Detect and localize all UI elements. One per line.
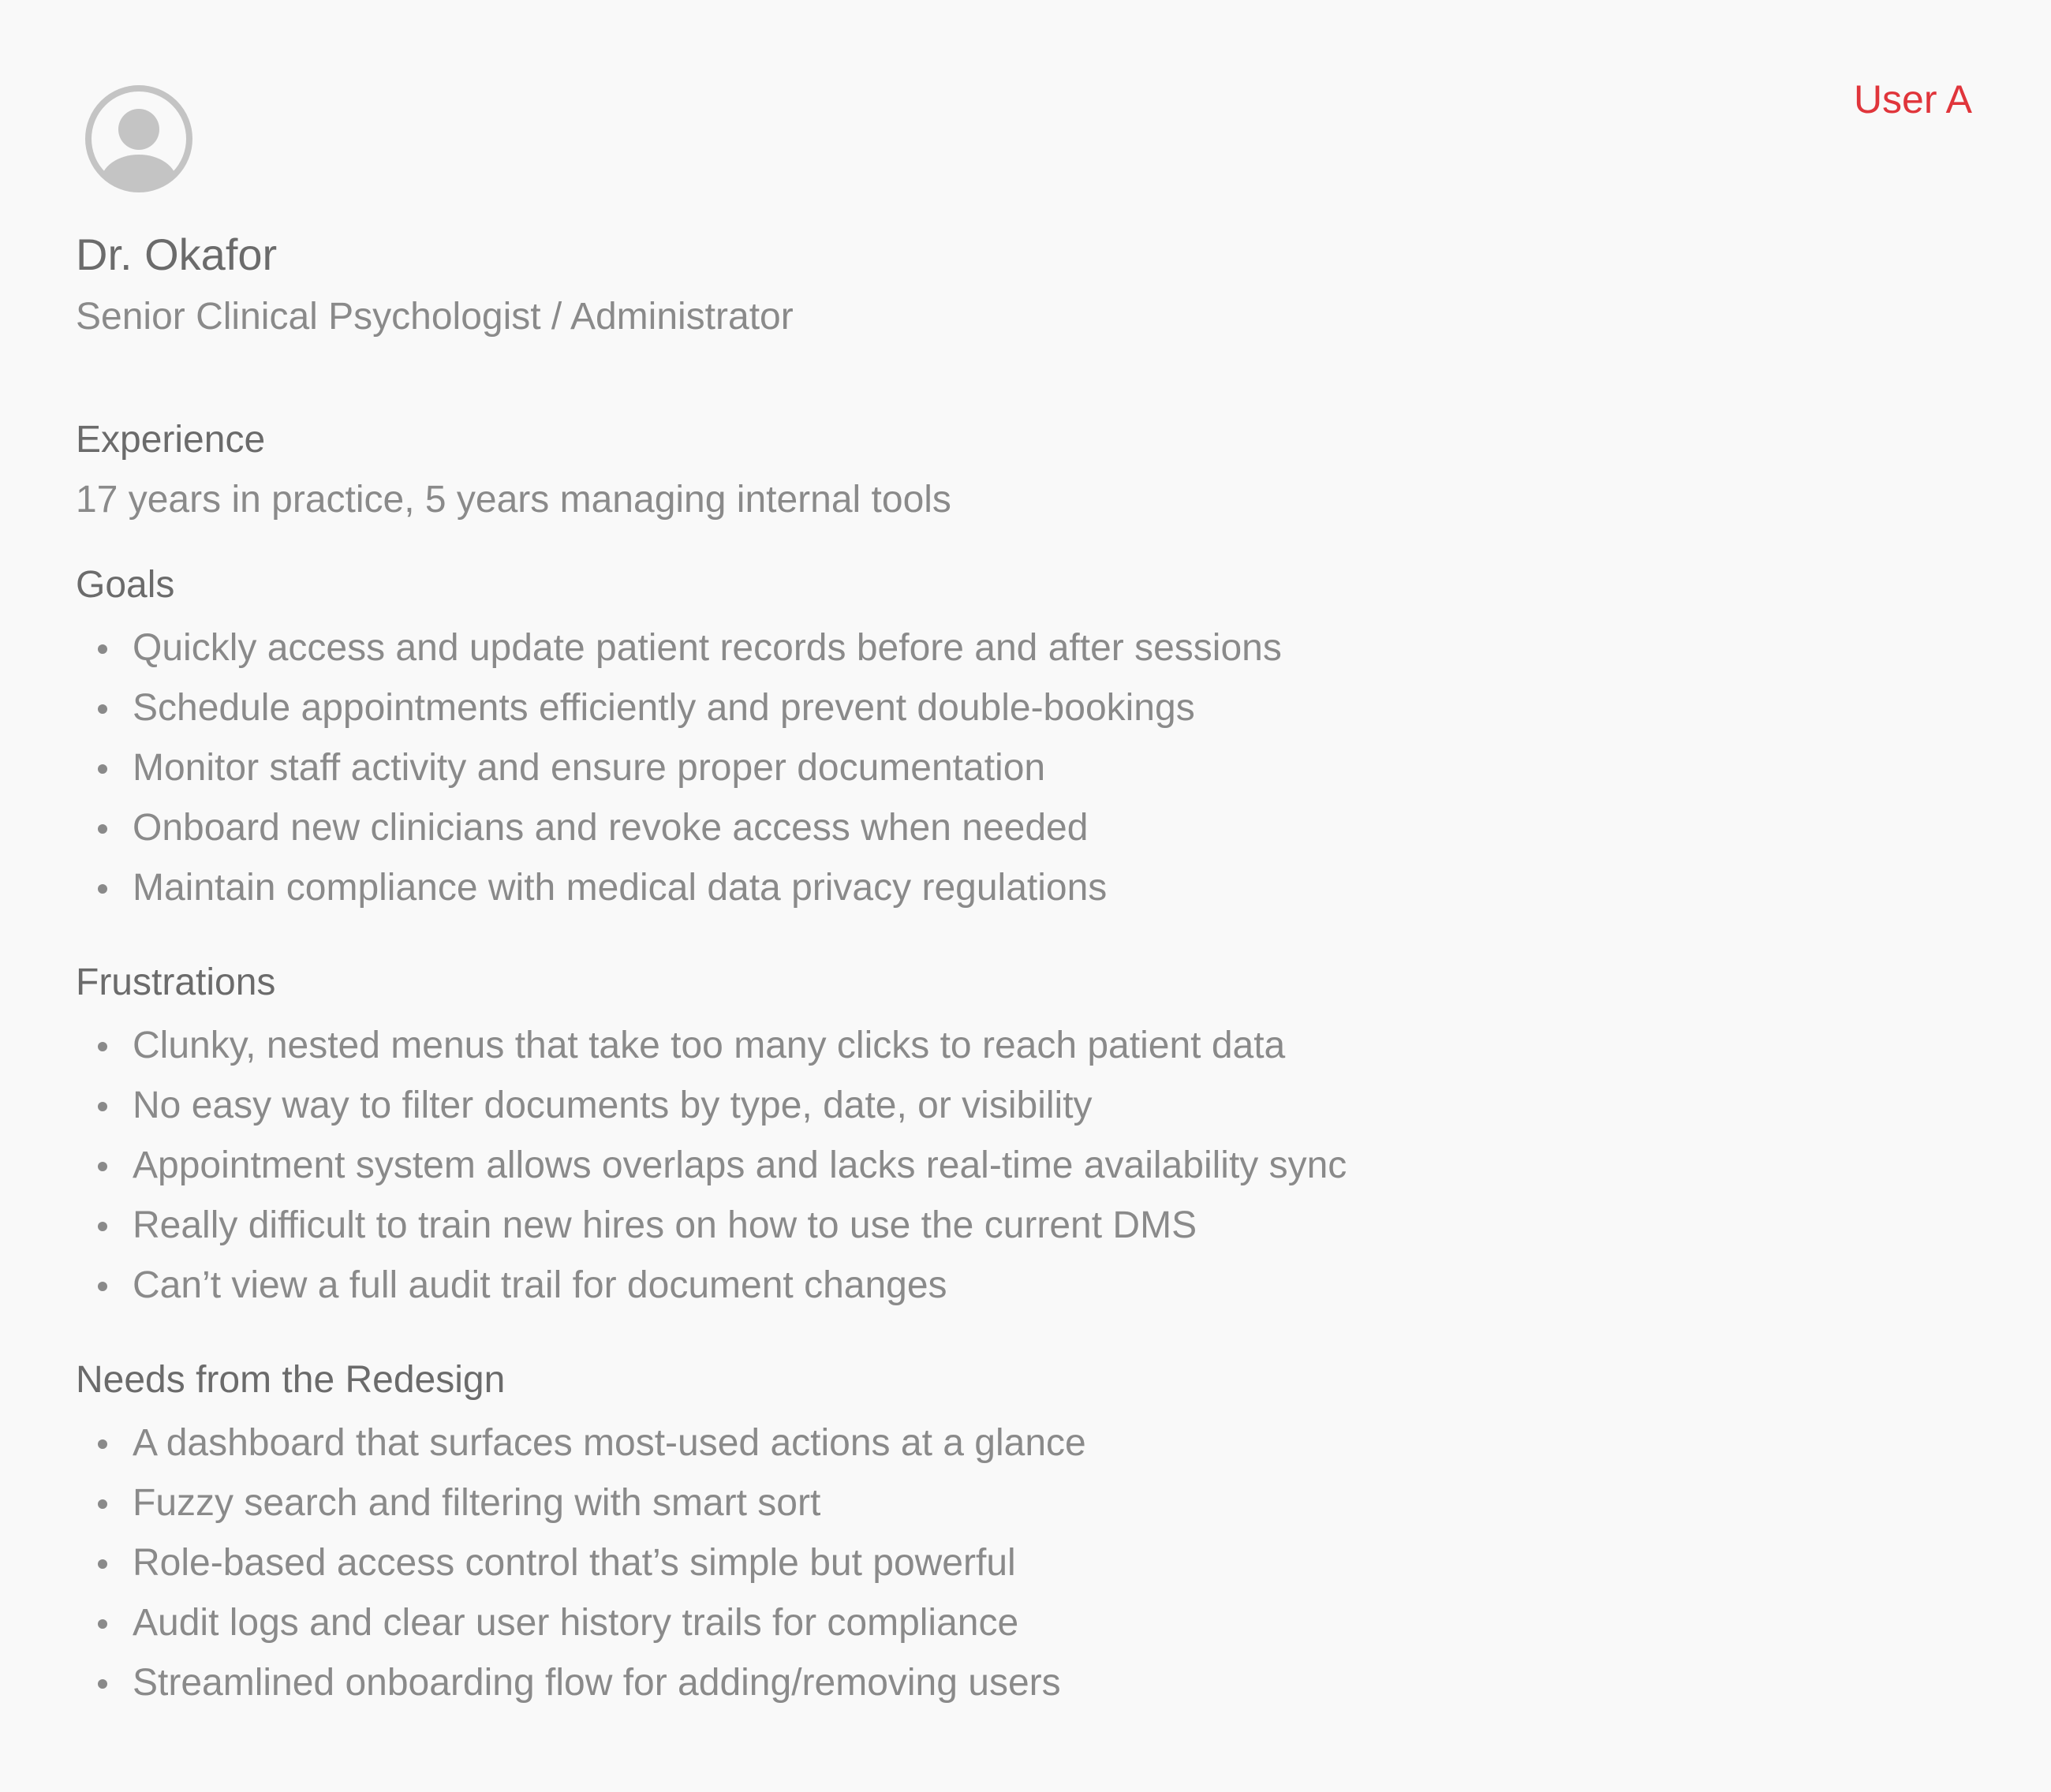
bullet-icon [98,1619,107,1629]
bullet-icon [98,644,107,654]
list-item-text: Role-based access control that’s simple but powerful [133,1542,1016,1584]
experience-heading: Experience [76,419,266,461]
list-item [76,1659,1972,1719]
list-item [76,864,1972,924]
needs-list [76,1420,1972,1719]
list-item [76,1262,1972,1322]
bullet-icon [98,1559,107,1569]
list-item-text: Appointment system allows overlaps and lacks real-time availability sync [133,1144,1347,1186]
list-item-text: Monitor staff activity and ensure proper documentation [133,747,1046,789]
experience-text: 17 years in practice, 5 years managing internal tools [76,479,951,521]
list-item-text: Quickly access and update patient records before and after sessions [133,627,1282,669]
list-item-text: Really difficult to train new hires on how to use the current DMS [133,1204,1197,1246]
goals-list [76,625,1972,924]
list-item-text: Maintain compliance with medical data privacy regulations [133,867,1108,909]
list-item [76,1022,1972,1082]
list-item [76,1600,1972,1659]
list-item [76,1480,1972,1540]
goals-heading: Goals [76,564,175,606]
bullet-icon [98,1102,107,1111]
user-tag: User A [1853,77,1972,121]
list-item-text: Onboard new clinicians and revoke access when needed [133,807,1089,849]
list-item [76,1142,1972,1202]
bullet-icon [98,1499,107,1509]
list-item-text: Schedule appointments efficiently and prevent double-bookings [133,687,1195,729]
bullet-icon [98,1439,107,1449]
persona-name: Dr. Okafor [76,230,278,279]
bullet-icon [98,1679,107,1689]
needs-heading: Needs from the Redesign [76,1359,506,1401]
list-item [76,1420,1972,1480]
frustrations-section [76,959,1972,1322]
list-item-text: Audit logs and clear user history trails for compliance [133,1602,1019,1644]
list-item [76,625,1972,685]
bullet-icon [98,1222,107,1231]
frustrations-heading: Frustrations [76,961,276,1003]
bullet-icon [98,1162,107,1171]
list-item-text: A dashboard that surfaces most-used actions at a glance [133,1422,1086,1464]
list-item-text: Streamlined onboarding flow for adding/removing users [133,1662,1061,1704]
needs-section [76,1357,1972,1719]
bullet-icon [98,824,107,834]
bullet-icon [98,764,107,774]
list-item-text: No easy way to filter documents by type, date, or visibility [133,1085,1093,1126]
user-circle-icon [84,84,194,194]
list-item [76,685,1972,745]
list-item [76,745,1972,805]
experience-section [76,416,1972,524]
list-item [76,1082,1972,1142]
persona-role: Senior Clinical Psychologist / Administrator [76,296,794,338]
list-item-text: Can’t view a full audit trail for document changes [133,1264,947,1306]
list-item-text: Clunky, nested menus that take too many clicks to reach patient data [133,1025,1286,1066]
bullet-icon [98,1042,107,1051]
list-item-text: Fuzzy search and filtering with smart sort [133,1482,821,1524]
list-item [76,1202,1972,1262]
bullet-icon [98,1282,107,1291]
frustrations-list [76,1022,1972,1322]
bullet-icon [98,704,107,714]
bullet-icon [98,884,107,894]
goals-section [76,562,1972,924]
list-item [76,1540,1972,1600]
list-item [76,805,1972,864]
